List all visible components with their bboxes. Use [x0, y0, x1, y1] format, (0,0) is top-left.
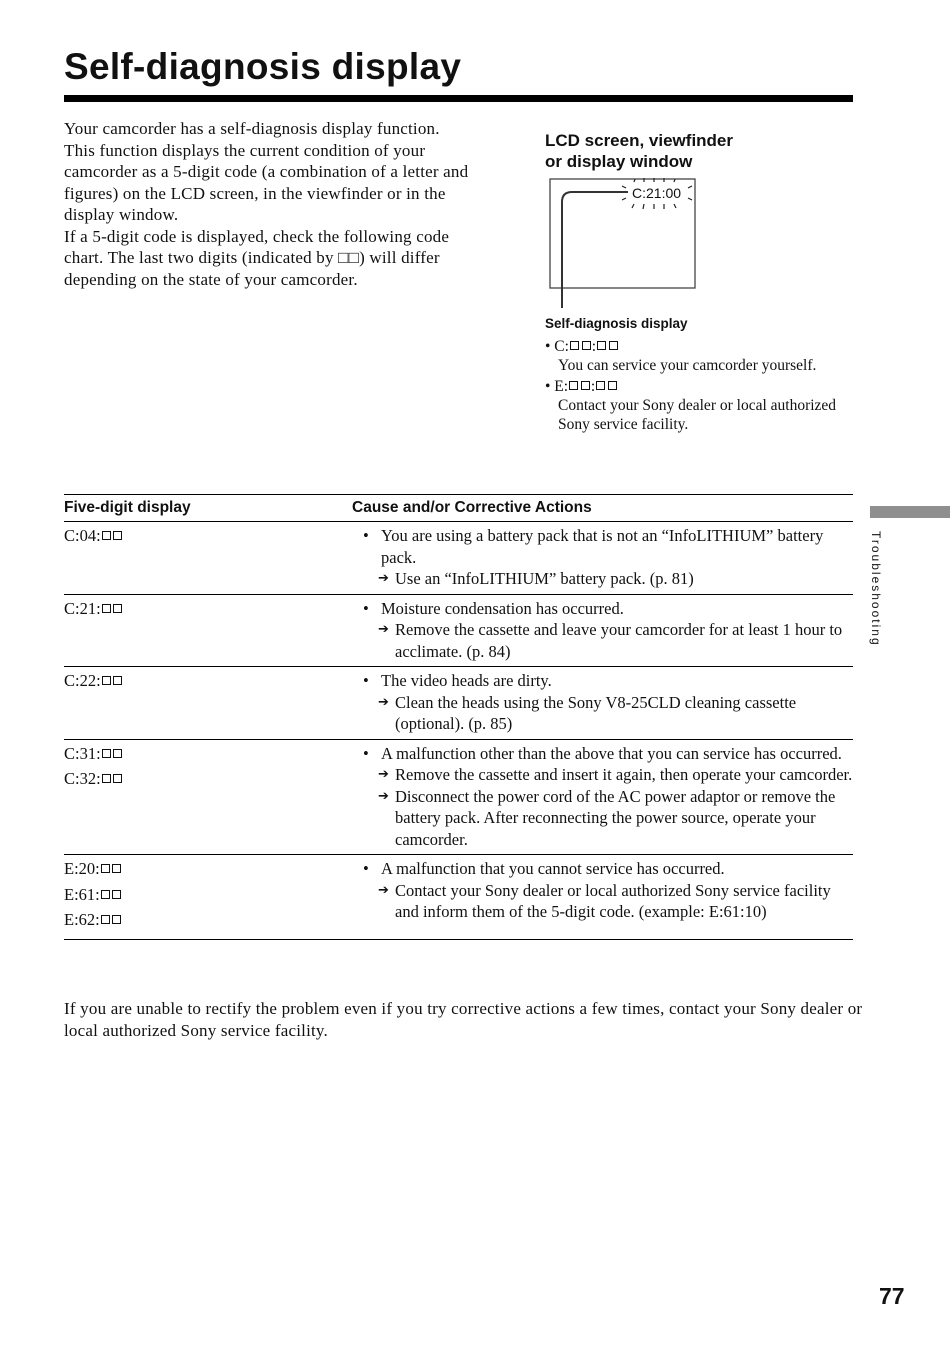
table-row	[64, 855, 853, 940]
section-label: Troubleshooting	[869, 531, 883, 647]
arrow-right-icon: ➔	[378, 694, 389, 710]
cause-text: Moisture condensation has occurred.	[381, 598, 624, 618]
table-row	[64, 667, 853, 740]
actions-cell	[362, 670, 853, 735]
corrective-action-text: Clean the heads using the Sony V8-25CLD cleaning cassette (optional). (p. 85)	[395, 692, 797, 733]
error-code	[64, 858, 362, 884]
lcd-display-code: C:21:00	[632, 185, 682, 201]
code-cell	[64, 858, 362, 935]
placeholder-box-icon	[113, 604, 122, 613]
diagnosis-list	[545, 337, 845, 436]
cause-item	[362, 858, 853, 880]
error-code-text: C:31:	[64, 743, 101, 763]
arrow-right-icon: ➔	[378, 788, 389, 804]
error-code	[64, 670, 362, 696]
corrective-action-text: Disconnect the power cord of the AC power adaptor or remove the battery pack. After reconnecting the power source, operate your camcorder.	[395, 786, 836, 849]
cause-text: A malfunction other than the above that you can service has occurred.	[381, 743, 842, 763]
diagnosis-code: • C: :	[545, 337, 845, 356]
placeholder-box-icon	[102, 531, 111, 540]
placeholder-box-icon	[582, 341, 591, 350]
intro-paragraph: If a 5-digit code is displayed, check the following code chart. The last two digits (indicated by □□) will differ depending on the state of your camcorder.	[64, 226, 450, 289]
intro-text	[64, 118, 484, 290]
cause-item	[362, 525, 853, 568]
placeholder-box-icon	[101, 890, 110, 899]
diagnosis-prefix: • E:	[545, 378, 569, 395]
bullet-icon: •	[363, 859, 369, 878]
placeholder-box-icon	[570, 341, 579, 350]
placeholder-box-icon	[102, 676, 111, 685]
corrective-action	[362, 880, 853, 923]
table-row	[64, 522, 853, 595]
cause-item	[362, 670, 853, 692]
placeholder-box-icon	[112, 890, 121, 899]
placeholder-box-icon	[113, 749, 122, 758]
arrow-right-icon: ➔	[378, 767, 389, 782]
lcd-heading-line: or display window	[545, 152, 693, 171]
diagnosis-prefix: • C:	[545, 338, 569, 355]
placeholder-box-icon	[102, 604, 111, 613]
lcd-screen-illustration	[540, 174, 710, 314]
code-cell	[64, 670, 362, 735]
error-code-text: C:21:	[64, 598, 101, 618]
cause-item	[362, 598, 853, 620]
error-code-text: E:20:	[64, 859, 100, 878]
error-code	[64, 525, 362, 551]
error-code-text: E:61:	[64, 884, 100, 904]
bullet-icon: •	[363, 598, 369, 618]
bullet-icon: •	[363, 526, 369, 545]
error-code-text: C:32:	[64, 769, 101, 788]
placeholder-box-icon	[112, 864, 121, 873]
placeholder-box-icon	[101, 915, 110, 924]
corrective-action-text: Contact your Sony dealer or local authorized Sony service facility and inform them of the 5-digit code. (example: E:61:10)	[395, 880, 831, 921]
corrective-action-text: Remove the cassette and insert it again, then operate your camcorder.	[395, 765, 853, 784]
placeholder-box-icon	[112, 915, 121, 924]
actions-cell	[362, 743, 853, 851]
intro-paragraph: Your camcorder has a self-diagnosis display function.	[64, 119, 440, 138]
placeholder-box-icon	[596, 381, 605, 390]
section-tab-marker	[870, 506, 950, 518]
table-row	[64, 595, 853, 668]
error-code	[64, 884, 362, 910]
error-code	[64, 743, 362, 769]
cause-text: A malfunction that you cannot service has occurred.	[381, 859, 725, 878]
arrow-right-icon: ➔	[378, 622, 389, 637]
placeholder-box-icon	[597, 341, 606, 350]
cause-item	[362, 743, 853, 765]
actions-cell	[362, 598, 853, 663]
table-body	[64, 522, 853, 940]
placeholder-box-icon	[608, 381, 617, 390]
error-code	[64, 598, 362, 624]
actions-cell	[362, 858, 853, 935]
arrow-right-icon: ➔	[378, 882, 389, 898]
corrective-action	[362, 568, 853, 590]
code-cell	[64, 598, 362, 663]
code-table	[64, 494, 853, 940]
code-cell	[64, 525, 362, 590]
bullet-icon: •	[363, 743, 369, 763]
actions-cell	[362, 525, 853, 590]
placeholder-box-icon	[609, 341, 618, 350]
column-header-actions: Cause and/or Corrective Actions	[352, 499, 592, 516]
corrective-action	[362, 619, 853, 662]
lcd-heading-line: LCD screen, viewfinder	[545, 131, 734, 150]
placeholder-box-icon	[113, 676, 122, 685]
table-row	[64, 740, 853, 856]
placeholder-box-icon	[569, 381, 578, 390]
corrective-action-text: Use an “InfoLITHIUM” battery pack. (p. 81)	[395, 569, 694, 588]
diagnosis-description: You can service your camcorder yourself.	[558, 357, 817, 374]
cause-text: The video heads are dirty.	[381, 671, 552, 690]
diagnosis-description: Contact your Sony dealer or local authorized Sony service facility.	[558, 397, 837, 433]
placeholder-box-icon	[102, 749, 111, 758]
corrective-action-text: Remove the cassette and leave your camcorder for at least 1 hour to acclimate. (p. 84)	[395, 620, 843, 661]
error-code	[64, 909, 362, 935]
table-header	[64, 494, 853, 522]
column-header-code: Five-digit display	[64, 499, 191, 516]
title-rule	[64, 95, 853, 102]
placeholder-box-icon	[113, 531, 122, 540]
arrow-right-icon: ➔	[378, 571, 389, 586]
corrective-action	[362, 786, 853, 851]
placeholder-box-icon	[113, 774, 122, 783]
intro-paragraph: This function displays the current condition of your camcorder as a 5-digit code (a combination of a letter and figures) on the LCD screen, in the viewfinder or in the display window.	[64, 140, 469, 224]
closing-note: If you are unable to rectify the problem even if you try corrective actions a few times, contact your Sony dealer or local authorized Sony service facility.	[64, 999, 863, 1040]
page-title: Self-diagnosis display	[64, 46, 462, 87]
placeholder-box-icon	[581, 381, 590, 390]
corrective-action	[362, 692, 853, 735]
placeholder-box-icon	[102, 774, 111, 783]
corrective-action	[362, 764, 853, 786]
diagnosis-code: • E: :	[545, 377, 845, 396]
placeholder-box-icon	[101, 864, 110, 873]
code-cell	[64, 743, 362, 851]
page-number: 77	[879, 1283, 905, 1309]
error-code	[64, 768, 362, 794]
error-code-text: C:22:	[64, 671, 101, 690]
error-code-text: E:62:	[64, 910, 100, 929]
bullet-icon: •	[363, 671, 369, 690]
lcd-heading	[545, 130, 733, 172]
callout-line	[562, 192, 628, 308]
error-code-text: C:04:	[64, 526, 101, 545]
cause-text: You are using a battery pack that is not an “InfoLITHIUM” battery pack.	[381, 526, 824, 567]
diagnosis-caption: Self-diagnosis display	[545, 316, 688, 331]
